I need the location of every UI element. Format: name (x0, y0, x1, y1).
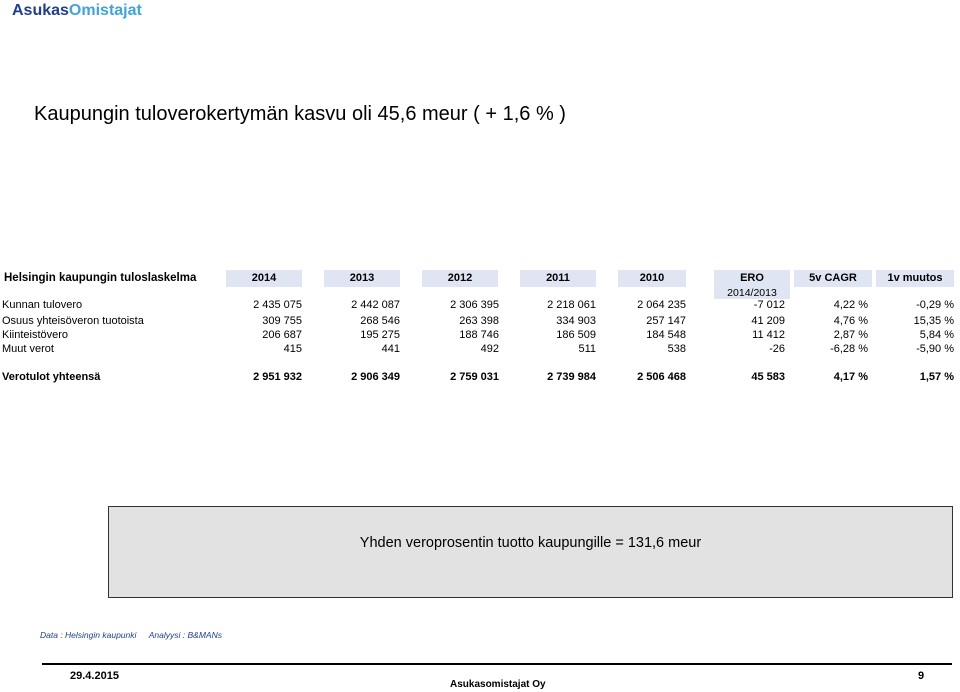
cell-value: -26 (769, 343, 785, 355)
source-note (40, 630, 222, 640)
cell-value: 15,35 % (913, 315, 954, 327)
cell-value: 2 306 395 (450, 299, 499, 311)
cell-value: -7 012 (753, 299, 785, 311)
col-header-2010: 2010 (618, 270, 686, 287)
cell-value: 184 548 (646, 329, 686, 341)
cell-value: 2 435 075 (253, 299, 302, 311)
cell-value: 263 398 (459, 315, 499, 327)
source-analysis: Analyysi : B&MANs (148, 630, 222, 640)
col-header-2012: 2012 (422, 270, 498, 287)
brand-logo (12, 1, 142, 21)
cell-value: 538 (667, 343, 686, 355)
col-header-cagr: 5v CAGR (794, 270, 872, 287)
cell-value: 4,17 % (833, 371, 868, 383)
cell-value: 2 759 031 (450, 371, 499, 383)
col-header-change: 1v muutos (876, 270, 954, 287)
col-header-ero: ERO (714, 270, 790, 287)
cell-value: 4,22 % (833, 299, 868, 311)
cell-value: 257 147 (646, 315, 686, 327)
cell-value: -0,29 % (916, 299, 954, 311)
source-data: Data : Helsingin kaupunki (40, 630, 137, 640)
highlight-text: Yhden veroprosentin tuotto kaupungille = 131,6 meur (359, 535, 702, 551)
footer-company: Asukasomistajat Oy (450, 679, 546, 690)
row-label: Kiinteistövero (2, 329, 69, 341)
cell-value: 188 746 (459, 329, 499, 341)
cell-value: 186 509 (556, 329, 596, 341)
cell-value: 441 (381, 343, 400, 355)
cell-value: 2 506 468 (637, 371, 686, 383)
cell-value: 415 (283, 343, 302, 355)
cell-value: 195 275 (360, 329, 400, 341)
cell-value: 4,76 % (833, 315, 868, 327)
cell-value: 511 (578, 343, 596, 355)
cell-value: 309 755 (262, 315, 302, 327)
brand-logo-part2: Omistajat (68, 2, 142, 19)
col-header-2014: 2014 (226, 270, 302, 287)
cell-value: 2 064 235 (637, 299, 686, 311)
col-subheader-ero: 2014/2013 (714, 287, 790, 299)
cell-value: 2 442 087 (351, 299, 400, 311)
cell-value: -5,90 % (916, 343, 954, 355)
cell-value: 2 906 349 (351, 371, 400, 383)
footer-divider (42, 663, 952, 665)
cell-value: 492 (480, 343, 499, 355)
highlight-box (108, 506, 953, 598)
row-label: Osuus yhteisöveron tuotoista (2, 315, 144, 327)
cell-value: 2 218 061 (547, 299, 596, 311)
cell-value: -6,28 % (830, 343, 868, 355)
page-number: 9 (918, 670, 925, 682)
row-label: Muut verot (2, 343, 54, 355)
cell-value: 2 739 984 (547, 371, 596, 383)
footer-date: 29.4.2015 (70, 670, 119, 682)
cell-value: 334 903 (556, 315, 596, 327)
cell-value: 11 412 (752, 329, 785, 341)
col-header-2011: 2011 (520, 270, 596, 287)
col-header-2013: 2013 (324, 270, 400, 287)
cell-value: 2,87 % (833, 329, 868, 341)
cell-value: 2 951 932 (253, 371, 302, 383)
table-title: Helsingin kaupungin tuloslaskelma (4, 272, 197, 284)
table-row (0, 298, 960, 312)
cell-value: 45 583 (751, 371, 785, 383)
table-row (0, 328, 960, 342)
total-row-label: Verotulot yhteensä (2, 371, 101, 383)
cell-value: 5,84 % (919, 329, 954, 341)
slide-title: Kaupungin tuloverokertymän kasvu oli 45,6 meur ( + 1,6 % ) (34, 103, 566, 125)
table-row (0, 342, 960, 356)
table-header-row (0, 270, 960, 299)
cell-value: 41 209 (751, 315, 785, 327)
table-total-row (0, 370, 960, 384)
table-row (0, 314, 960, 328)
cell-value: 206 687 (262, 329, 302, 341)
cell-value: 268 546 (360, 315, 400, 327)
cell-value: 1,57 % (919, 371, 954, 383)
row-label: Kunnan tulovero (2, 299, 83, 311)
brand-logo-part1: Asukas (12, 2, 69, 19)
